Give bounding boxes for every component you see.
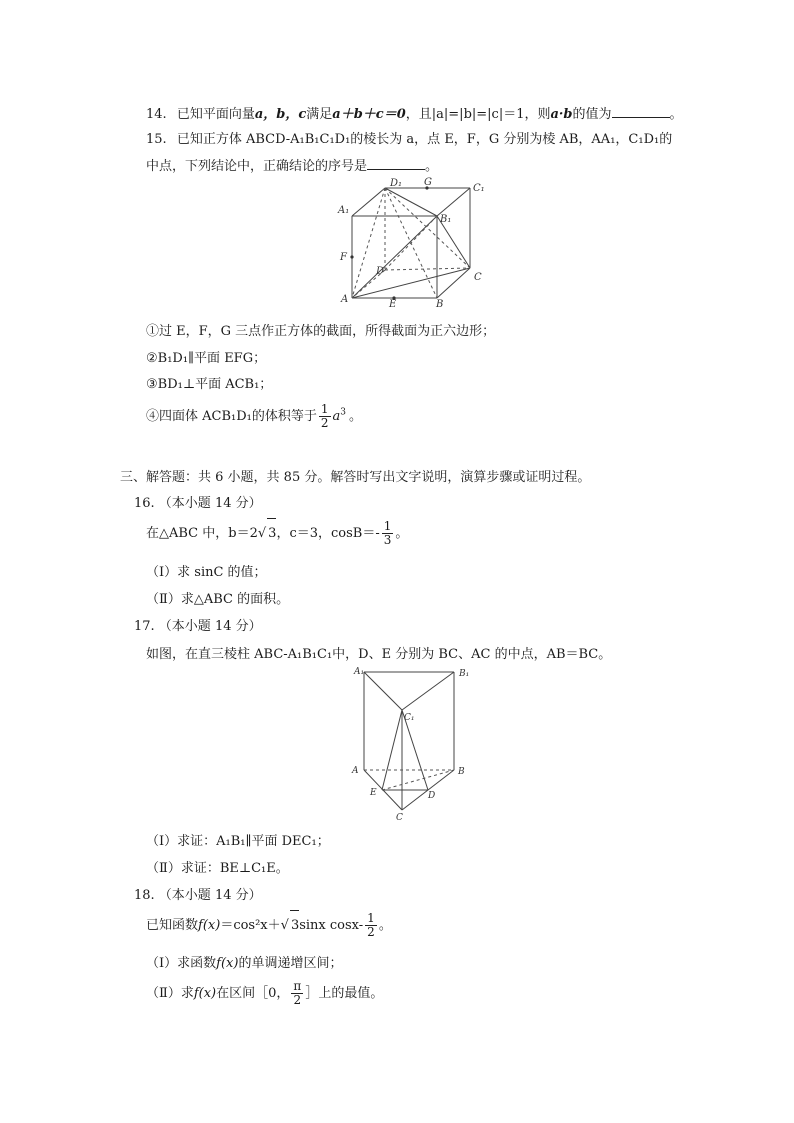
function-f: f(x) [198,918,221,933]
function-f: f(x) [216,956,239,971]
q18-part1-text: （I）求函数 [146,956,217,971]
fraction [365,912,377,939]
label-b1: B₁ [440,214,452,225]
q17-stem: 如图，在直三棱柱 ABC-A₁B₁C₁中，D、E 分别为 BC、AC 的中点，AB＝BC。 [146,647,612,662]
label-b: B [458,767,465,777]
q18-part2-text: （Ⅱ）求 [146,986,194,1001]
q16-part-2: （Ⅱ）求△ABC 的面积。 [146,592,290,607]
sqrt-value: 3 [267,518,276,549]
fraction [319,403,331,430]
fraction-denominator: 2 [367,925,375,939]
q16-part-1: （I）求 sinC 的值； [146,565,267,580]
prism-figure [346,664,476,824]
label-a: A [341,294,349,305]
fraction-numerator: 1 [367,911,375,925]
fraction [291,980,303,1007]
answer-blank [367,157,425,170]
q18-part-2 [146,976,383,1012]
q14-text: 满足 [306,107,333,122]
q16-stem-text: 在△ABC 中，b＝2 [146,526,258,541]
section3-heading: 三、解答题：共 6 小题，共 85 分。解答时写出文字说明，演算步骤或证明过程。 [120,470,591,485]
q15-line2: 中点，下列结论中，正确结论的序号是 。 [146,159,439,174]
q14-line: 14. 已知平面向量a，b，c满足a＋b＋c＝0，且|a|=|b|=|c|＝1，则a·b的值为 。 [146,107,683,122]
cube-figure [332,176,502,308]
label-c1: C₁ [404,713,415,723]
q14-text: ，且|a|=|b|=|c|＝1，则 [405,107,551,122]
q15-option-1: ①过 E，F，G 三点作正方体的截面，所得截面为正六边形； [146,324,496,339]
answer-blank [612,105,670,118]
point-f [350,255,353,258]
label-d: D [376,266,385,277]
q15-number: 15. [146,132,167,147]
q14-vectors: a，b，c [254,107,307,122]
label-d1: D₁ [390,178,403,189]
q17-part-2: （Ⅱ）求证：BE⊥C₁E。 [146,861,289,876]
label-f: F [340,252,347,263]
fraction-numerator: 1 [320,402,329,416]
q16-stem-text: ，c＝3，cosB＝- [276,526,380,541]
label-b1: B₁ [459,669,470,679]
q16-stem-end: 。 [395,526,409,541]
q18-stem-end: 。 [378,918,392,933]
label-d: D [428,791,436,801]
label-g: G [424,177,432,188]
fraction-denominator: 2 [293,993,302,1007]
label-a: A [352,766,359,776]
label-a1: A₁ [338,205,350,216]
label-b: B [436,299,444,308]
label-c1: C₁ [473,183,485,194]
q15-option-2: ②B₁D₁∥平面 EFG； [146,351,267,366]
q14-condition: a＋b＋c＝0 [332,107,406,122]
q18-part2-text: ］上的最值。 [305,986,384,1001]
q18-part1-text: 的单调递增区间； [238,956,343,971]
q16-stem: 在△ABC 中，b＝2√ 3，c＝3，cosB＝- $\frac{1}{3}$ 。 [146,519,409,547]
q18-stem-text: ＝cos²x＋ [220,918,281,933]
q15-text: 中点，下列结论中，正确结论的序号是 [146,159,368,174]
q15-option4-var: a [332,409,341,424]
fraction-denominator: 2 [320,416,329,430]
q15-text: 已知正方体 ABCD-A₁B₁C₁D₁的棱长为 a，点 E，F，G 分别为棱 AB，AA₁，C₁D₁的 [176,132,673,147]
label-e: E [389,299,397,308]
q17-header: 17. （本小题 14 分） [134,619,262,634]
fraction [382,520,394,547]
exponent: 3 [340,407,347,418]
function-f: f(x) [193,986,217,1001]
q14-text: 的值为 [572,107,612,122]
fraction-denominator: 3 [383,533,392,547]
q18-part-1 [146,955,342,973]
label-e: E [370,788,377,798]
q14-text: 已知平面向量 [176,107,255,122]
sqrt-value: 3 [290,910,299,941]
q18-stem: 已知函数f(x)＝cos²x＋√ 3sinx cosx- $\frac{1}{2}$ 。 [146,911,392,939]
fraction-numerator: π [293,979,302,993]
q15-option-4 [146,402,362,432]
q18-header: 18. （本小题 14 分） [134,888,262,903]
q15-option4-end: 。 [349,409,363,424]
q18-stem-text: sinx cosx- [299,918,364,933]
q15-option4-text: ④四面体 ACB₁D₁的体积等于 [146,409,317,424]
q15-option-3: ③BD₁⊥平面 ACB₁； [146,377,273,392]
label-c: C [396,813,403,823]
q18-stem-text: 已知函数 [146,918,199,933]
q18-part2-text: 在区间［0， [216,986,290,1001]
q15-line1 [146,131,672,149]
fraction-numerator: 1 [383,519,392,533]
label-a1: A₁ [354,667,365,677]
q16-header: 16. （本小题 14 分） [134,496,262,511]
q17-part-1: （I）求证：A₁B₁∥平面 DEC₁； [146,834,330,849]
q14-number: 14. [146,107,167,122]
q14-dot: a·b [550,107,573,122]
label-c: C [474,272,482,283]
